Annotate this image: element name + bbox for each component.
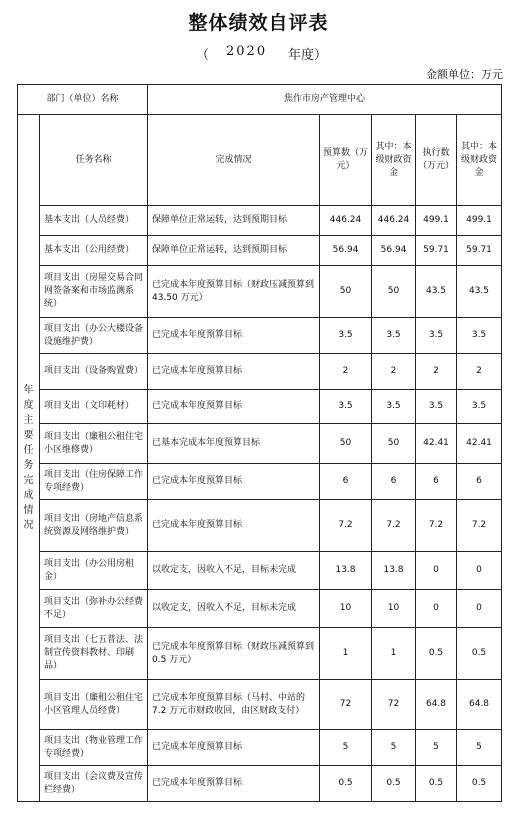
cell-executed-local: 6 (457, 464, 502, 500)
cell-executed-local: 43.5 (457, 266, 502, 318)
cell-task: 项目支出（文印耗材） (40, 390, 148, 424)
table-row (18, 354, 502, 390)
cell-completion: 保障单位正常运转，达到预期目标 (148, 206, 320, 236)
cell-completion: 已完成本年度预算目标 (148, 354, 320, 390)
cell-completion: 以收定支，因收入不足，目标未完成 (148, 590, 320, 628)
table-row (18, 464, 502, 500)
cell-executed-local: 0 (457, 590, 502, 628)
cell-budget: 56.94 (320, 236, 372, 266)
cell-completion: 已完成本年度预算目标（马村、中站的 7.2 万元市财政收回，由区财政支付） (148, 680, 320, 730)
performance-table (17, 84, 502, 802)
header-task: 任务名称 (40, 115, 148, 206)
cell-executed: 0.5 (416, 766, 457, 802)
cell-budget-local: 56.94 (372, 236, 416, 266)
cell-budget: 10 (320, 590, 372, 628)
cell-executed-local: 2 (457, 354, 502, 390)
dept-label: 部门（单位）名称 (18, 85, 148, 115)
cell-executed: 7.2 (416, 500, 457, 552)
cell-budget: 50 (320, 424, 372, 464)
header-executed-local: 其中：本级财政资金 (457, 115, 502, 206)
section-label: 年度主要任务完成情况 (18, 115, 40, 802)
cell-budget: 7.2 (320, 500, 372, 552)
cell-executed: 64.8 (416, 680, 457, 730)
cell-budget: 3.5 (320, 390, 372, 424)
cell-executed: 59.71 (416, 236, 457, 266)
year-open: （ (196, 48, 210, 63)
cell-budget-local: 50 (372, 424, 416, 464)
cell-budget-local: 10 (372, 590, 416, 628)
cell-completion: 已完成本年度预算目标 (148, 766, 320, 802)
header-budget: 预算数（万元） (320, 115, 372, 206)
cell-task: 项目支出（廉租公租住宅小区维修费） (40, 424, 148, 464)
cell-budget-local: 2 (372, 354, 416, 390)
cell-executed-local: 499.1 (457, 206, 502, 236)
table-row (18, 266, 502, 318)
cell-budget: 6 (320, 464, 372, 500)
table-row (18, 590, 502, 628)
cell-budget: 446.24 (320, 206, 372, 236)
year-close: 年度） (288, 48, 328, 63)
table-row (18, 206, 502, 236)
cell-task: 基本支出（公用经费） (40, 236, 148, 266)
cell-executed-local: 0 (457, 552, 502, 590)
cell-budget-local: 50 (372, 266, 416, 318)
cell-executed: 3.5 (416, 390, 457, 424)
cell-executed-local: 3.5 (457, 318, 502, 354)
cell-executed-local: 64.8 (457, 680, 502, 730)
cell-task: 项目支出（七五普法、法制宣传资料教材、印刷品） (40, 628, 148, 680)
cell-budget-local: 3.5 (372, 318, 416, 354)
cell-completion: 已完成本年度预算目标 (148, 464, 320, 500)
cell-task: 基本支出（人员经费） (40, 206, 148, 236)
cell-executed-local: 0.5 (457, 628, 502, 680)
cell-task: 项目支出（房地产信息系统资源及网络维护费） (40, 500, 148, 552)
cell-budget: 0.5 (320, 766, 372, 802)
cell-task: 项目支出（廉租公租住宅小区管理人员经费） (40, 680, 148, 730)
cell-executed-local: 0.5 (457, 766, 502, 802)
cell-task: 项目支出（弥补办公经费不足） (40, 590, 148, 628)
cell-budget-local: 13.8 (372, 552, 416, 590)
cell-executed: 0 (416, 590, 457, 628)
cell-budget-local: 446.24 (372, 206, 416, 236)
cell-task: 项目支出（会议费及宣传栏经费） (40, 766, 148, 802)
cell-executed-local: 59.71 (457, 236, 502, 266)
cell-budget: 2 (320, 354, 372, 390)
dept-value: 焦作市房产管理中心 (148, 85, 502, 115)
cell-executed: 0.5 (416, 628, 457, 680)
cell-completion: 已完成本年度预算目标 (148, 500, 320, 552)
cell-completion: 已完成本年度预算目标（财政压减预算到 43.50 万元） (148, 266, 320, 318)
cell-budget-local: 72 (372, 680, 416, 730)
table-row (18, 390, 502, 424)
cell-executed: 2 (416, 354, 457, 390)
cell-executed: 5 (416, 730, 457, 766)
table-row (18, 236, 502, 266)
cell-executed: 42.41 (416, 424, 457, 464)
cell-budget: 50 (320, 266, 372, 318)
unit-label: 金额单位：万元 (426, 68, 503, 81)
cell-task: 项目支出（办公用房租金） (40, 552, 148, 590)
cell-completion: 以收定支，因收入不足，目标未完成 (148, 552, 320, 590)
cell-budget-local: 3.5 (372, 390, 416, 424)
table-row (18, 318, 502, 354)
cell-completion: 已完成本年度预算目标（财政压减预算到 0.5 万元） (148, 628, 320, 680)
header-budget-local: 其中：本级财政资金 (372, 115, 416, 206)
header-executed: 执行数（万元） (416, 115, 457, 206)
table-row (18, 424, 502, 464)
cell-completion: 已完成本年度预算目标 (148, 390, 320, 424)
cell-budget-local: 5 (372, 730, 416, 766)
column-header-row (18, 115, 502, 206)
cell-task: 项目支出（设备购置费） (40, 354, 148, 390)
cell-executed-local: 3.5 (457, 390, 502, 424)
cell-budget: 72 (320, 680, 372, 730)
cell-task: 项目支出（办公大楼设备设施维护费） (40, 318, 148, 354)
table-row (18, 730, 502, 766)
cell-budget: 13.8 (320, 552, 372, 590)
cell-completion: 保障单位正常运转，达到预期目标 (148, 236, 320, 266)
cell-budget-local: 0.5 (372, 766, 416, 802)
cell-executed: 0 (416, 552, 457, 590)
cell-task: 项目支出（房屋交易合同网签备案和市场监测系统） (40, 266, 148, 318)
cell-budget-local: 7.2 (372, 500, 416, 552)
cell-executed-local: 5 (457, 730, 502, 766)
cell-completion: 已基本完成本年度预算目标 (148, 424, 320, 464)
cell-budget: 3.5 (320, 318, 372, 354)
cell-task: 项目支出（物业管理工作专项经费） (40, 730, 148, 766)
cell-budget: 1 (320, 628, 372, 680)
table-row (18, 500, 502, 552)
table-row (18, 680, 502, 730)
header-completion: 完成情况 (148, 115, 320, 206)
cell-executed-local: 7.2 (457, 500, 502, 552)
cell-executed: 43.5 (416, 266, 457, 318)
dept-row (18, 85, 502, 115)
cell-executed: 499.1 (416, 206, 457, 236)
cell-budget: 5 (320, 730, 372, 766)
cell-completion: 已完成本年度预算目标 (148, 730, 320, 766)
page-title: 整体绩效自评表 (188, 12, 329, 34)
cell-task: 项目支出（住房保障工作专项经费） (40, 464, 148, 500)
cell-executed: 3.5 (416, 318, 457, 354)
table-row (18, 766, 502, 802)
cell-budget-local: 1 (372, 628, 416, 680)
cell-budget-local: 6 (372, 464, 416, 500)
cell-executed-local: 42.41 (457, 424, 502, 464)
table-row (18, 552, 502, 590)
cell-executed: 6 (416, 464, 457, 500)
table-row (18, 628, 502, 680)
cell-completion: 已完成本年度预算目标 (148, 318, 320, 354)
year-value: 2020 (226, 44, 268, 59)
